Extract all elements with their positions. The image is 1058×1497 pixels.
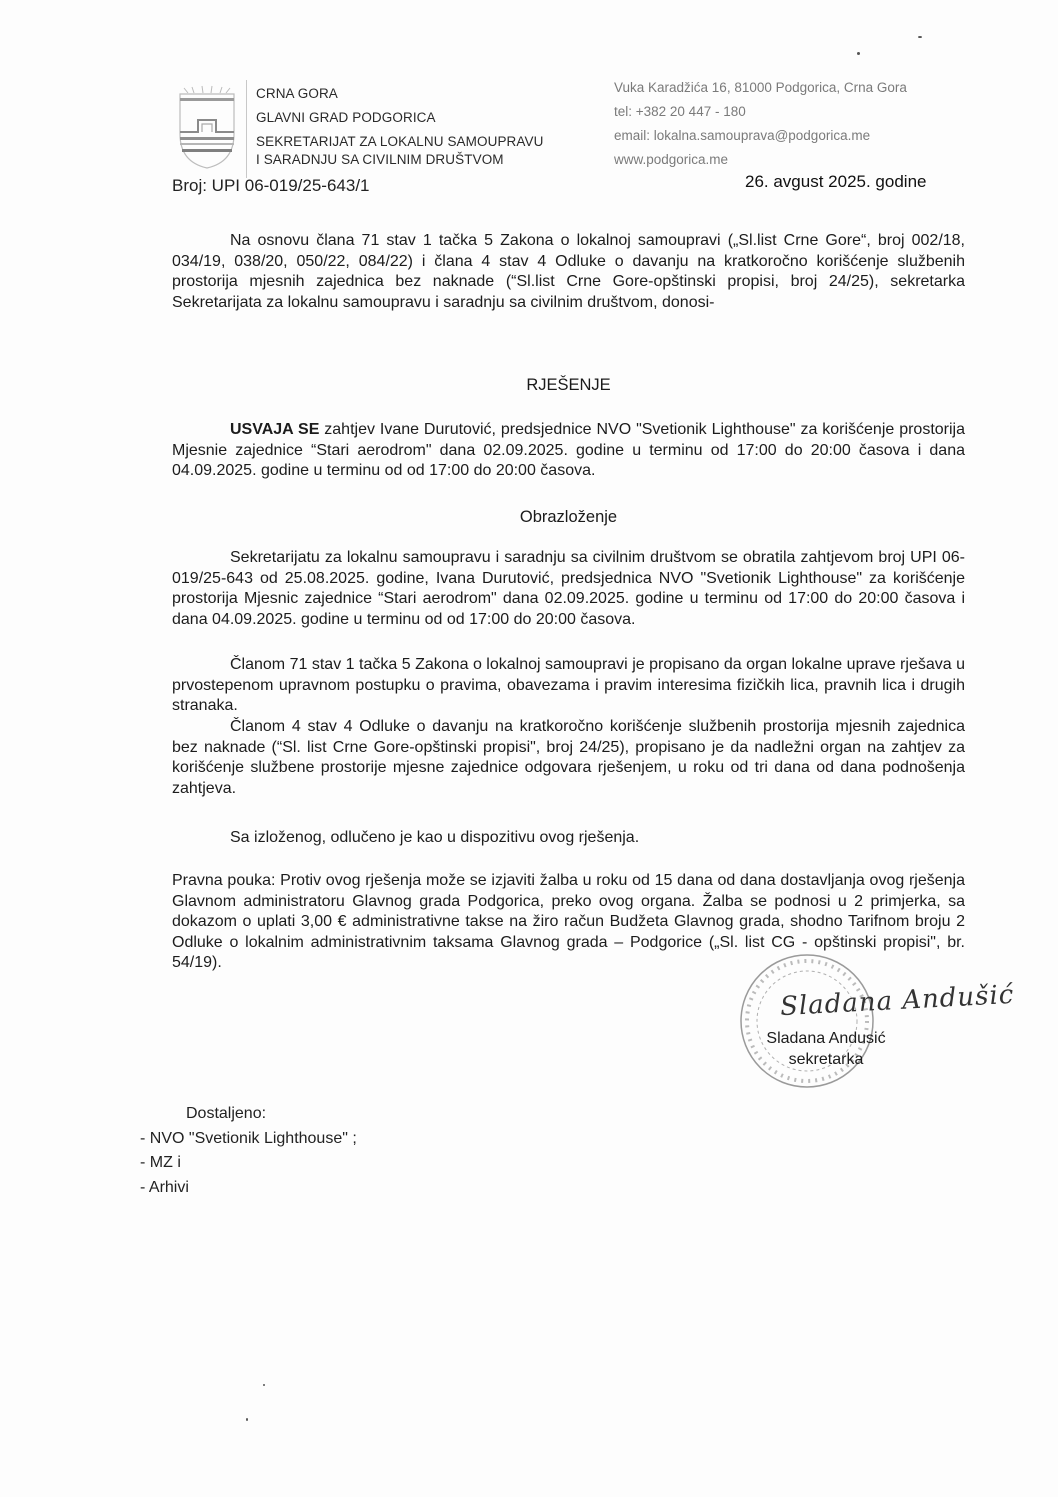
distribution-heading: Dostaljeno:	[186, 1105, 267, 1122]
preamble-paragraph: Na osnovu člana 71 stav 1 tačka 5 Zakona o lokalnoj samoupravi („Sl.list Crne Gore“, broj 002/18, 034/19, 038/20, 050/22, 084/22) i člana 4 stav 4 Odluke o davanju na kratkoročno korišćenje službenih prostorija mjesnih zajednica bez naknade (“Sl.list Crne Gore-opštinski propisi, broj 24/25), sekretarka Sekretarijata za lokalnu samoupravu i saradnju sa civilnim društvom, donosi-	[172, 232, 965, 311]
org-city: GLAVNI GRAD PODGORICA	[256, 110, 436, 125]
contact-email: email: lokalna.samouprava@podgorica.me	[614, 128, 871, 143]
official-stamp	[736, 950, 878, 1092]
scan-speck	[263, 1384, 265, 1386]
decision-lead: USVAJA SE	[230, 421, 320, 438]
podgorica-crest-logo	[176, 84, 238, 170]
reasoning-title: Obrazloženje	[519, 508, 618, 526]
reasoning-paragraph: Sekretarijatu za lokalnu samoupravu i saradnju sa civilnim društvom se obratila zahtjevom broj UPI 06-019/25-643 od 25.08.2025. godine, Ivana Durutović, predsjednica NVO "Svetionik Lighthouse" za korišćenje prostorija Mjesnic zajednice “Stari aerodrom" dana 02.09.2025. godine u terminu od 17:00 do 20:00 časova i dana 04.09.2025. godine u terminu od od 17:00 do 20:00 časova.	[172, 549, 965, 628]
header-divider	[246, 80, 247, 178]
contact-website: www.podgorica.me	[614, 152, 729, 167]
decision-text: zahtjev Ivane Durutović, predsjednice NVO "Svetionik Lighthouse" za korišćenje prostorija Mjesnie zajednice “Stari aerodrom" dana 02.09.2025. godine u terminu od 17:00 do 20:00 časova i dana 04.09.2025. godine u terminu od od 17:00 do 20:00 časova.	[172, 421, 965, 479]
conclusion-paragraph: Sa izloženog, odlučeno je kao u dispozitivu ovog rješenja.	[230, 829, 640, 846]
contact-address: Vuka Karadžića 16, 81000 Podgorica, Crna Gora	[614, 80, 907, 95]
org-secretariat-line-2: I SARADNJU SA CIVILNIM DRUŠTVOM	[256, 152, 504, 167]
signer-role: sekretarka	[788, 1051, 864, 1068]
distribution-item: - MZ i	[140, 1154, 181, 1171]
distribution-list	[140, 1102, 357, 1200]
org-secretariat-line-1: SEKRETARIJAT ZA LOKALNU SAMOUPRAVU	[256, 134, 544, 149]
decision-paragraph	[172, 420, 965, 482]
distribution-item: - NVO "Svetionik Lighthouse" ;	[140, 1129, 357, 1147]
scan-speck	[918, 36, 922, 38]
reasoning-paragraph: Članom 71 stav 1 tačka 5 Zakona o lokalnoj samoupravi je propisano da organ lokalne uprave rješava u prvostepenom upravnom postupku o pravima, obavezama i pravim interesima fizičkih lica, pravnih lica i drugih stranaka.	[172, 656, 965, 714]
reference-number: Broj: UPI 06-019/25-643/1	[172, 176, 370, 195]
signer-name: Sladana Andusić	[766, 1030, 886, 1047]
handwritten-signature: Sladana Andušić	[779, 979, 1016, 1023]
scan-speck	[857, 52, 860, 55]
contact-phone: tel: +382 20 447 - 180	[614, 104, 746, 119]
decision-title: RJEŠENJE	[526, 376, 611, 394]
legal-notice: Pravna pouka: Protiv ovog rješenja može se izjaviti žalba u roku od 15 dana od dana dostavljanja ovog rješenja Glavnom administratoru Glavnog grada Podgorica, preko ovog organa. Žalba se podnosi u 2 primjerka, sa dokazom o uplati 3,00 € administrativne takse na žiro račun Budžeta Glavnog grada, shodno Tarifnom broju 2 Odluke o lokalnim administrativnim taksama Glavnog grada – Podgorice („Sl. list CG - opštinski propisi", br. 54/19).	[172, 872, 965, 971]
scan-speck	[246, 1418, 248, 1421]
document-date: 26. avgust 2025. godine	[745, 172, 927, 191]
distribution-item: - Arhivi	[140, 1178, 189, 1196]
contact-block	[614, 76, 907, 172]
org-country: CRNA GORA	[256, 86, 338, 101]
organization-block	[256, 84, 543, 169]
reasoning-paragraph: Članom 4 stav 4 Odluke o davanju na kratkoročno korišćenje službenih prostorija mjesnih zajednica bez naknade (“Sl. list Crne Gore-opštinski propisi", broj 24/25), propisano je da nadležni organ na zahtjev za korišćenje službene prostorije mjesne zajednice odgovara rješenjem, u roku od tri dana od dana podnošenja zahtjeva.	[172, 718, 965, 797]
signer-block	[756, 1028, 896, 1070]
